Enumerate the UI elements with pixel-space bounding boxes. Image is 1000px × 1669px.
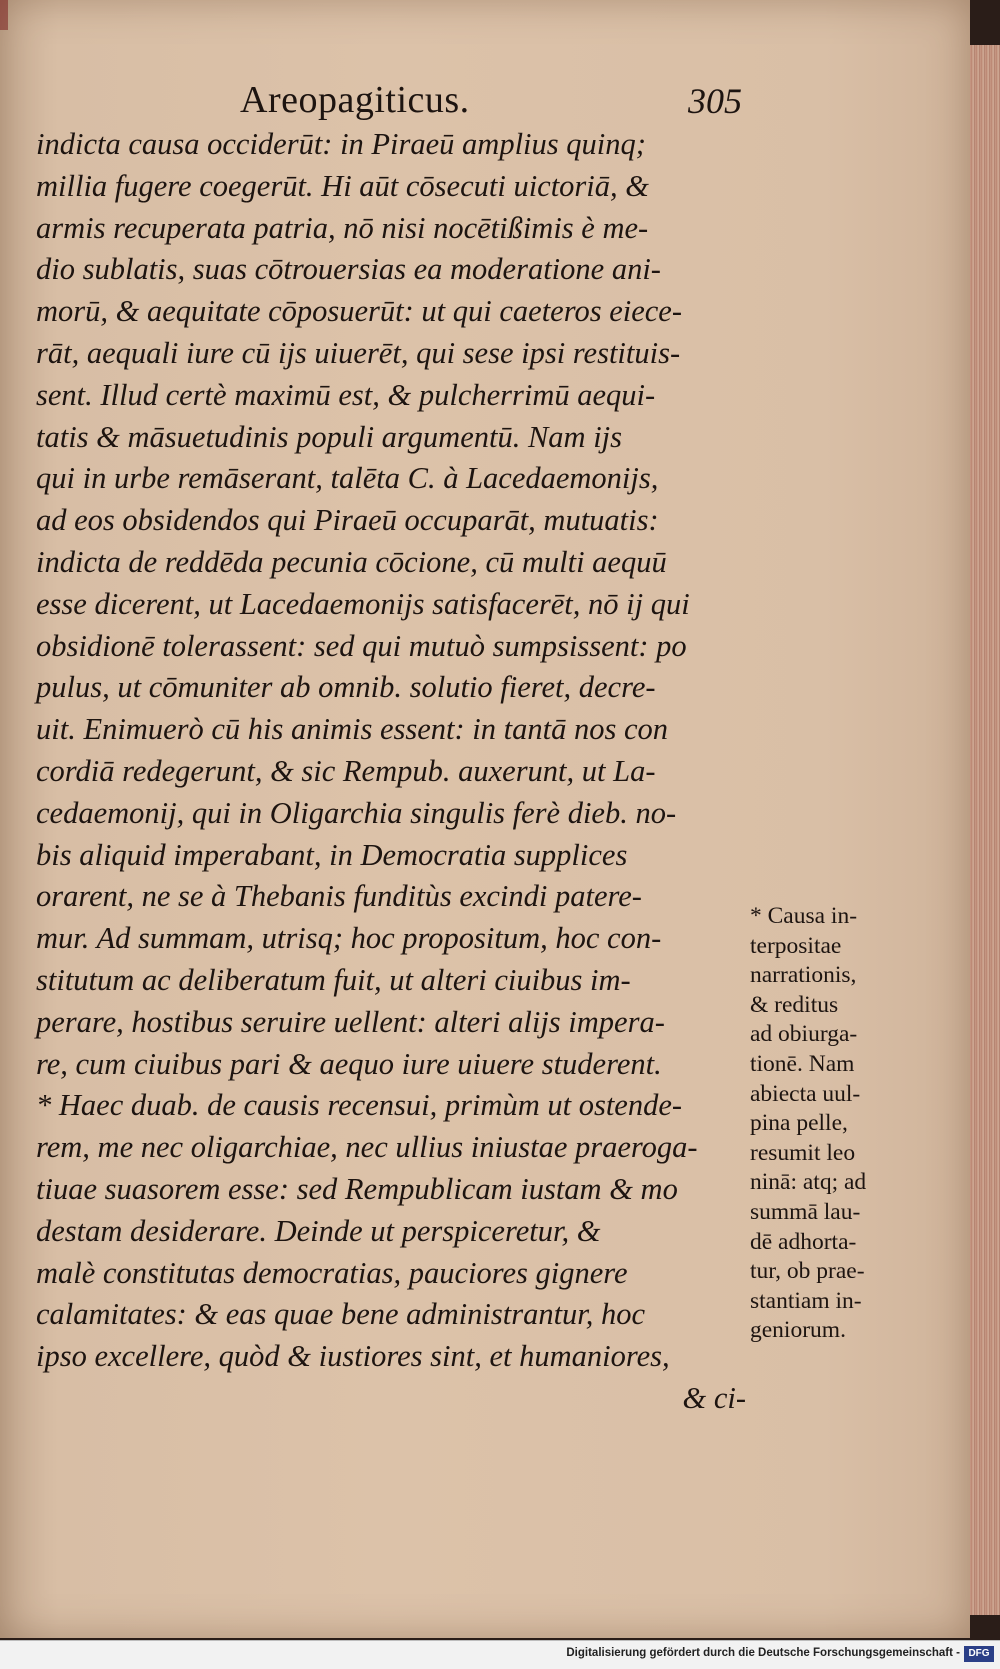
marginal-line: abiecta uul- — [750, 1080, 861, 1107]
marginal-line: pina pelle, — [750, 1110, 848, 1137]
marginal-line: narrationis, — [750, 962, 857, 989]
marginal-line: ninā: atq; ad — [750, 1169, 867, 1196]
text-line: stitutum ac deliberatum fuit, ut alteri ciuibus im- — [36, 962, 631, 997]
catchword: & ci- — [682, 1380, 746, 1415]
text-line: indicta causa occiderūt: in Piraeū amplius quinq; — [36, 127, 646, 161]
text-line: rāt, aequali iure cū ijs uiuerēt, qui sese ipsi restituis- — [36, 335, 681, 370]
dfg-logo: DFG — [964, 1646, 994, 1662]
text-line: cedaemonij, qui in Oligarchia singulis ferè dieb. no- — [36, 795, 677, 830]
text-line: destam desiderare. Deinde ut perspiceretur, & — [36, 1213, 601, 1248]
text-line: tatis & māsuetudinis populi argumentū. Nam ijs — [36, 419, 623, 454]
marginal-line: ad obiurga- — [750, 1021, 858, 1048]
text-line: bis aliquid imperabant, in Democratia supplices — [36, 837, 628, 872]
marginal-line: stantiam in- — [750, 1287, 862, 1314]
text-line: uit. Enimuerò cū his animis essent: in tantā nos con — [36, 712, 668, 747]
page-edge-stack — [970, 45, 1000, 1615]
footer-credit: Digitalisierung gefördert durch die Deutsche Forschungsgemeinschaft - — [566, 1647, 960, 1659]
text-line: ipso excellere, quòd & iustiores sint, et humaniores, — [36, 1339, 670, 1374]
text-line: esse dicerent, ut Lacedaemonijs satisfacerēt, nō ij qui — [36, 586, 690, 621]
text-line: pulus, ut cōmuniter ab omnib. solutio fieret, decre- — [36, 670, 656, 705]
page-number: 305 — [688, 81, 742, 121]
marginal-note — [750, 902, 900, 1346]
text-line: obsidionē tolerassent: sed qui mutuò sumpsissent: po — [36, 628, 687, 663]
marginal-line: tur, ob prae- — [750, 1258, 865, 1285]
text-line: cordiā redegerunt, & sic Rempub. auxerunt, ut La- — [36, 753, 656, 788]
marginal-line: summā lau- — [750, 1198, 861, 1225]
text-line: rem, me nec oligarchiae, nec ullius iniustae praeroga- — [36, 1130, 698, 1165]
text-line: * Haec duab. de causis recensui, primùm ut ostende- — [36, 1088, 683, 1123]
text-line: sent. Illud certè maximū est, & pulcherrimū aequi- — [36, 377, 656, 412]
text-line: tiuae suasorem esse: sed Rempublicam iustam & mo — [36, 1171, 678, 1206]
text-line: qui in urbe remāserant, talēta C. à Lacedaemonijs, — [36, 461, 659, 496]
binding-mark — [0, 0, 8, 30]
text-line: ad eos obsidendos qui Piraeū occuparāt, mutuatis: — [36, 503, 659, 538]
text-line: re, cum ciuibus pari & aequo iure uiuere studerent. — [36, 1046, 662, 1081]
text-line: millia fugere coegerūt. Hi aūt cōsecuti uictoriā, & — [36, 168, 649, 203]
marginal-line: terpositae — [750, 932, 842, 959]
marginal-line: & reditus — [750, 991, 839, 1018]
text-line: dio sublatis, suas cōtrouersias ea moderatione ani- — [36, 252, 661, 287]
text-line: perare, hostibus seruire uellent: alteri alijs impera- — [36, 1004, 665, 1039]
marginal-line: geniorum. — [750, 1317, 846, 1344]
text-line: calamitates: & eas quae bene administrantur, hoc — [36, 1297, 646, 1332]
text-line: malè constitutas democratias, pauciores gignere — [36, 1255, 628, 1290]
marginal-line: tionē. Nam — [750, 1050, 855, 1077]
main-text-block — [36, 124, 756, 1420]
footer-bar — [0, 1640, 1000, 1669]
text-line: morū, & aequitate cōposuerūt: ut qui caeteros eiece- — [36, 294, 682, 329]
text-line: orarent, ne se à Thebanis funditùs excindi patere- — [36, 879, 642, 914]
text-line: armis recuperata patria, nō nisi nocētißimis è me- — [36, 210, 649, 245]
text-line: mur. Ad summam, utrisq; hoc propositum, hoc con- — [36, 921, 662, 956]
marginal-line: dē adhorta- — [750, 1228, 857, 1255]
running-head: Areopagiticus. — [240, 79, 470, 121]
text-line: indicta de reddēda pecunia cōcione, cū multi aequū — [36, 544, 667, 579]
marginal-line: resumit leo — [750, 1139, 856, 1166]
marginal-line: * Causa in- — [750, 903, 858, 929]
